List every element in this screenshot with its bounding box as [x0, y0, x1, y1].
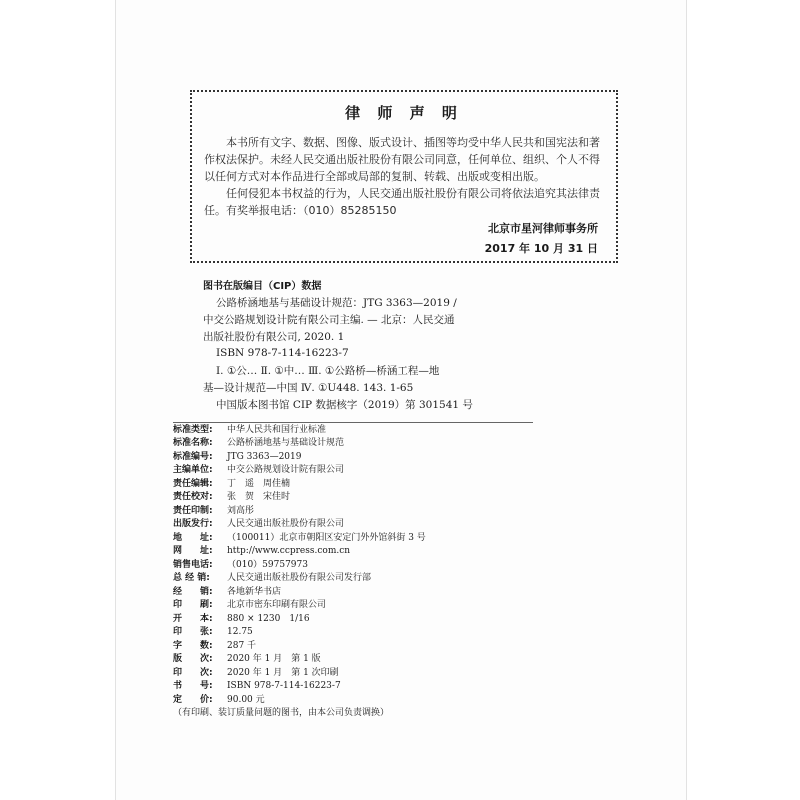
- pub-quality-note: （有印刷、装订质量问题的图书，由本公司负责调换）: [173, 708, 390, 718]
- pub-value: 287 千: [227, 641, 257, 651]
- cip-line-6: 基—设计规范—中国 Ⅳ. ①U448. 143. 1-65: [203, 382, 414, 394]
- pub-label: 责任印制:: [173, 506, 213, 516]
- cip-heading: 图书在版编目（CIP）数据: [203, 281, 322, 292]
- pub-value: 880 × 1230 1/16: [227, 614, 310, 624]
- lawyer-notice-box: [190, 90, 618, 263]
- notice-paragraph-3: 有奖举报电话：（010）85285150: [226, 204, 397, 217]
- pub-value: 公路桥涵地基与基础设计规范: [227, 438, 345, 448]
- cip-line-3: 出版社股份有限公司, 2020. 1: [203, 331, 345, 343]
- pub-row: [173, 598, 533, 613]
- pub-label: 主编单位:: [173, 465, 213, 475]
- pub-label: 标准编号:: [173, 452, 213, 462]
- pub-value: 中交公路规划设计院有限公司: [227, 465, 345, 475]
- pub-label: 总 经 销:: [173, 573, 210, 583]
- pub-label: 出版发行:: [173, 519, 213, 529]
- pub-row: [173, 625, 533, 640]
- cip-isbn: ISBN 978-7-114-16223-7: [216, 347, 349, 359]
- pub-label: 地 址:: [173, 533, 213, 543]
- law-firm-name: 北京市星河律师事务所: [488, 222, 598, 235]
- pub-label: 标准名称:: [173, 438, 213, 448]
- pub-label: 销售电话:: [173, 560, 213, 570]
- pub-row: [173, 544, 533, 559]
- pub-label: 印 次:: [173, 668, 213, 678]
- pub-row: [173, 490, 533, 505]
- pub-value: 人民交通出版社股份有限公司发行部: [227, 573, 372, 583]
- pub-label: 定 价:: [173, 695, 213, 705]
- pub-value: 90.00 元: [227, 695, 265, 705]
- pub-label: 经 销:: [173, 587, 213, 597]
- pub-row: [173, 706, 533, 721]
- cip-line-7: 中国版本图书馆 CIP 数据核字（2019）第 301541 号: [216, 399, 473, 411]
- pub-value: http://www.ccpress.com.cn: [227, 546, 351, 556]
- pub-row: [173, 517, 533, 532]
- pub-value: 北京市密东印刷有限公司: [227, 600, 327, 610]
- pub-label: 责任编辑:: [173, 479, 213, 489]
- publication-info: [173, 422, 533, 718]
- pub-label: 印 张:: [173, 627, 213, 637]
- pub-value: （100011）北京市朝阳区安定门外外馆斜街 3 号: [227, 533, 426, 543]
- pub-row: [173, 436, 533, 451]
- pub-label: 开 本:: [173, 614, 213, 624]
- pub-label: 版 次:: [173, 654, 213, 664]
- pub-value: ISBN 978-7-114-16223-7: [227, 681, 341, 691]
- pub-value: （010）59757973: [227, 560, 308, 570]
- pub-label: 网 址:: [173, 546, 213, 556]
- pub-label: 印 刷:: [173, 600, 213, 610]
- notice-paragraph-2: 任何侵犯本书权益的行为，人民交通出版社股份有限公司将依法追究其法律责任。: [204, 187, 600, 217]
- cip-line-5: Ⅰ. ①公… Ⅱ. ①中… Ⅲ. ①公路桥—桥涵工程—地: [216, 365, 440, 377]
- pub-value: 刘高彤: [227, 506, 255, 516]
- pub-value: 2020 年 1 月 第 1 版: [227, 654, 321, 664]
- pub-value: 各地新华书店: [227, 587, 282, 597]
- pub-value: 丁 遥 周佳楠: [227, 479, 291, 489]
- pub-value: 人民交通出版社股份有限公司: [227, 519, 345, 529]
- pub-row: [173, 652, 533, 667]
- pub-row: [173, 679, 533, 694]
- pub-label: 责任校对:: [173, 492, 213, 502]
- notice-date: 2017 年 10 月 31 日: [484, 242, 598, 255]
- pub-value: 中华人民共和国行业标准: [227, 425, 327, 435]
- notice-title: 律 师 声 明: [345, 104, 463, 122]
- pub-value: 2020 年 1 月 第 1 次印刷: [227, 668, 339, 678]
- pub-label: 字 数:: [173, 641, 213, 651]
- cip-line-2: 中交公路规划设计院有限公司主编. — 北京：人民交通: [203, 314, 455, 326]
- pub-value: 12.75: [227, 627, 253, 637]
- pub-row: [173, 463, 533, 478]
- pub-row: [173, 571, 533, 586]
- pub-label: 标准类型:: [173, 425, 213, 435]
- notice-paragraph-1: 本书所有文字、数据、图像、版式设计、插图等均受中华人民共和国宪法和著作权法保护。未经人民交通出版社股份有限公司同意，任何单位、组织、个人不得以任何方式对本作品进行全部或局部的复制、转载、出版或变相出版。: [204, 136, 600, 183]
- pub-value: 张 贺 宋佳时: [227, 492, 291, 502]
- pub-value: JTG 3363—2019: [227, 452, 302, 462]
- cip-line-1: 公路桥涵地基与基础设计规范：JTG 3363—2019 /: [216, 297, 457, 309]
- pub-label: 书 号:: [173, 681, 213, 691]
